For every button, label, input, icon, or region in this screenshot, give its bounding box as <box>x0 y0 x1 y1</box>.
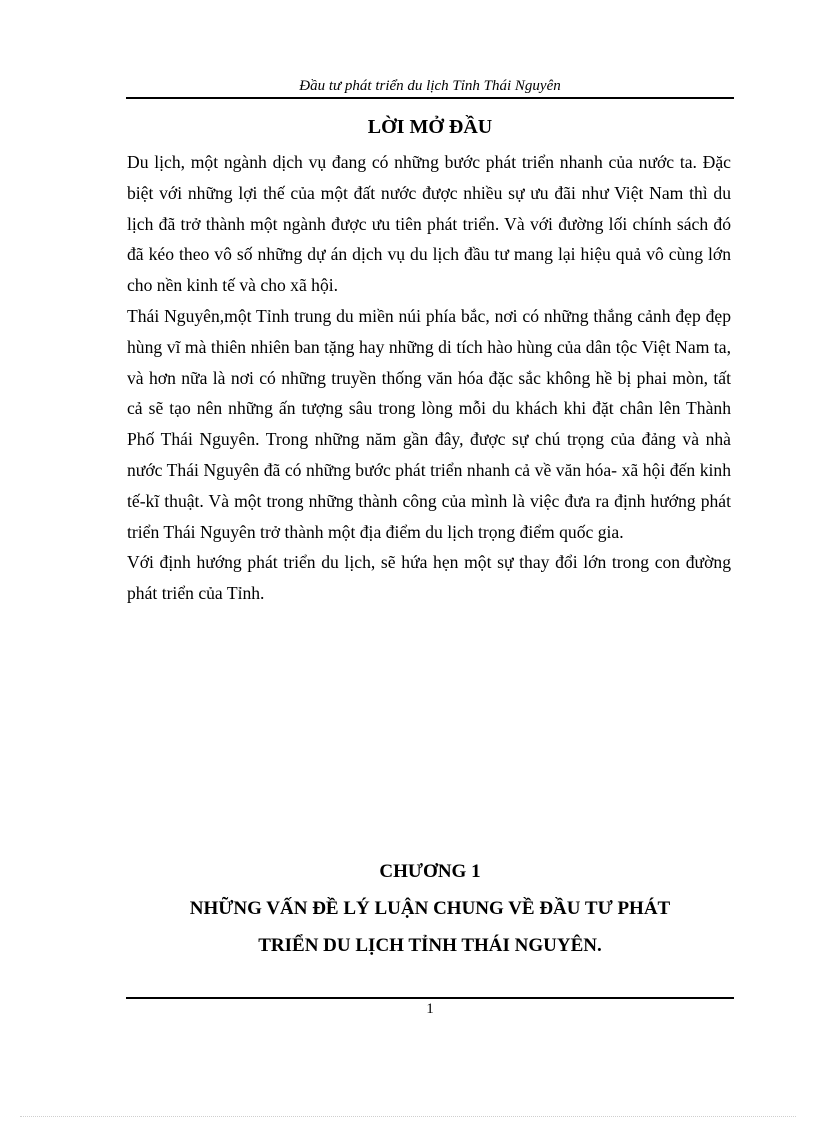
page-edge-divider <box>20 1116 796 1117</box>
running-header: Đầu tư phát triển du lịch Tỉnh Thái Nguyên <box>299 78 561 94</box>
paragraph: Thái Nguyên,một Tỉnh trung du miền núi phía bắc, nơi có những thắng cảnh đẹp đẹp hùng vĩ mà thiên nhiên ban tặng hay những di tích hào hùng của dân tộc Việt Nam ta, và hơn nữa là nơi có những truyền thống văn hóa đặc sắc không hề bị phai mòn, tất cả sẽ tạo nên những ấn tượng sâu trong lòng mỗi du khách khi đặt chân lên Thành Phố Thái Nguyên. Trong những năm gần đây, được sự chú trọng của đảng và nhà nước Thái Nguyên đã có những bước phát triển nhanh cả về văn hóa- xã hội đến kinh tế-kĩ thuật. Và một trong những thành công của mình là việc đưa ra định hướng phát triển Thái Nguyên trở thành một địa điểm du lịch trọng điểm quốc gia. <box>127 305 731 542</box>
paragraph: Du lịch, một ngành dịch vụ đang có những bước phát triển nhanh của nước ta. Đặc biệt với những lợi thế của một đất nước được nhiều sự ưu đãi như Việt Nam thì du lịch đã trở thành một ngành được ưu tiên phát triển. Và với đường lối chính sách đó đã kéo theo vô số những dự án dịch vụ du lịch đầu tư mang lại hiệu quả vô cùng lớn cho nền kinh tế và cho xã hội. <box>127 152 731 296</box>
header-rule <box>126 97 734 99</box>
body-text <box>127 147 731 609</box>
paragraph: Với định hướng phát triển du lịch, sẽ hứa hẹn một sự thay đổi lớn trong con đường phát triển của Tỉnh. <box>127 552 731 604</box>
chapter-title-line-2: TRIỂN DU LỊCH TỈNH THÁI NGUYÊN. <box>258 935 602 956</box>
chapter-title-line-1: NHỮNG VẤN ĐỀ LÝ LUẬN CHUNG VỀ ĐẦU TƯ PHÁT <box>189 898 671 919</box>
chapter-number: CHƯƠNG 1 <box>379 861 481 882</box>
page-title: LỜI MỞ ĐẦU <box>367 116 493 138</box>
chapter-heading <box>126 856 734 962</box>
page-number: 1 <box>426 1001 434 1017</box>
